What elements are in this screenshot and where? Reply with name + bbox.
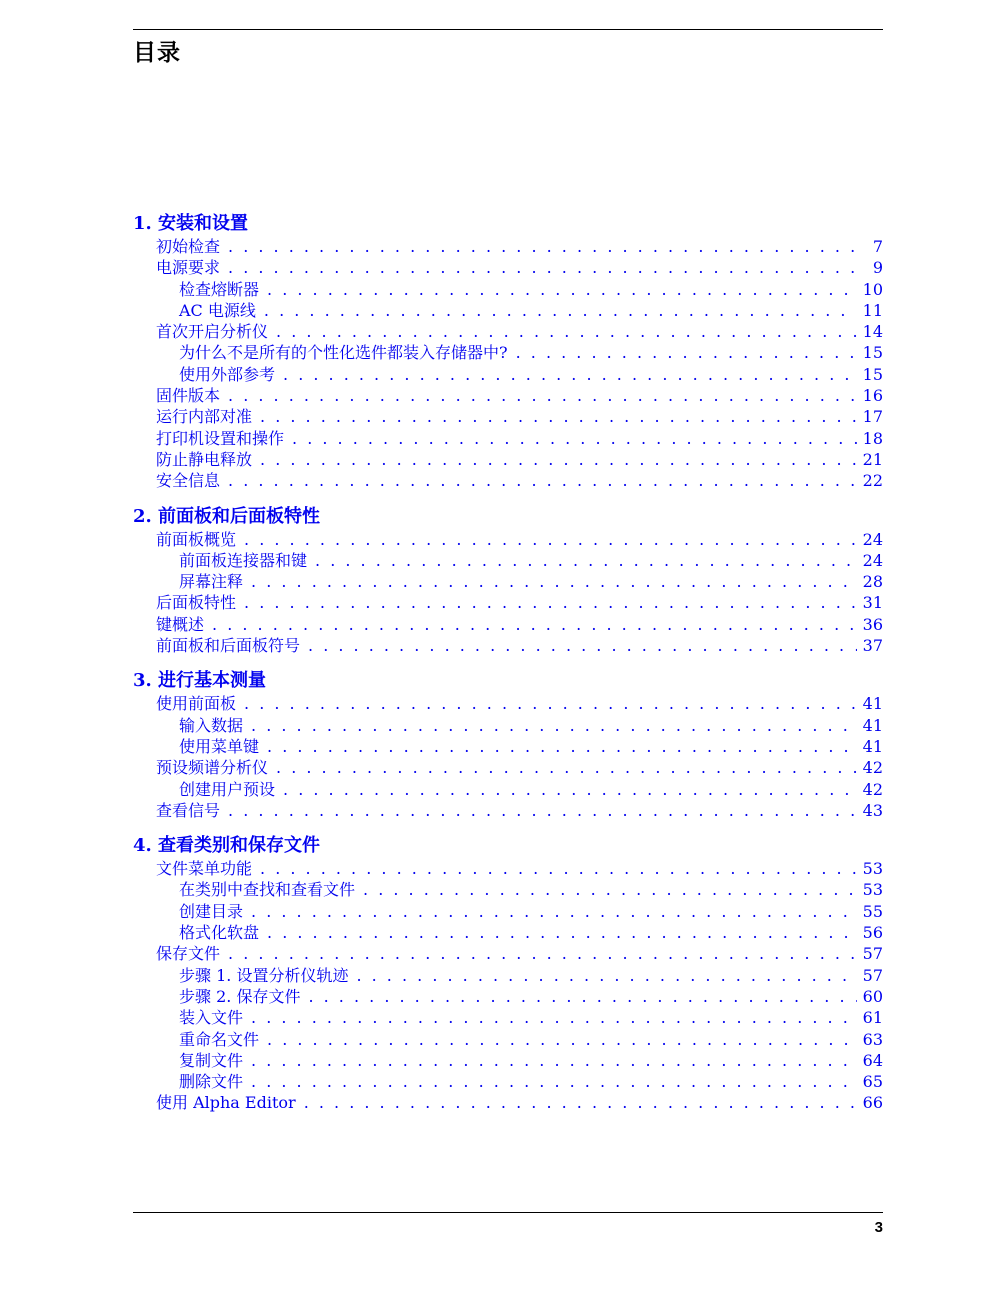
toc-entry-label: 后面板特性 [156,593,237,613]
toc-entry-label: 使用外部参考 [179,364,276,384]
toc-entry-page-number: 65 [862,1072,883,1092]
toc-entry-link[interactable] [133,943,883,964]
dot-leader [276,757,857,778]
toc-entry-link[interactable] [133,779,883,800]
dot-leader [244,592,857,613]
dot-leader [260,449,857,470]
dot-leader [228,800,857,821]
toc-entry-link[interactable] [133,693,883,714]
toc-entry-link[interactable] [133,858,883,879]
toc-entry-label: 打印机设置和操作 [156,428,285,448]
toc-entry-link[interactable] [133,236,883,257]
toc-entry-label: 使用前面板 [156,694,237,714]
toc-entry-label: 保存文件 [156,944,221,964]
page-number: 3 [874,1219,883,1236]
toc-entry-link[interactable] [133,449,883,470]
toc-entry-label: 创建目录 [179,901,244,921]
dot-leader [264,300,857,321]
toc-entry-label: 步骤 2. 保存文件 [179,986,301,1006]
toc-entry-page-number: 14 [862,322,883,342]
dot-leader [308,986,856,1007]
toc-entry-label: 初始检查 [156,237,221,256]
toc-entry-label: 固件版本 [156,386,221,406]
top-rule [133,29,883,30]
table-of-contents [133,211,883,1126]
page-title: 目录 [133,40,181,66]
toc-entry-label: 使用菜单键 [179,736,260,756]
toc-entry-page-number: 53 [862,880,883,900]
dot-leader [267,922,857,943]
toc-entry-label: 重命名文件 [179,1029,260,1049]
dot-leader [267,736,857,757]
toc-entry-link[interactable] [133,800,883,821]
toc-entry-label: 防止静电释放 [156,449,253,469]
toc-entry-link[interactable] [133,635,883,656]
toc-entry-page-number: 11 [862,300,883,320]
toc-entry-page-number: 24 [862,529,883,549]
toc-entry-page-number: 41 [862,694,883,714]
dot-leader [251,901,857,922]
toc-entry-page-number: 43 [862,800,883,820]
toc-entry-label: AC 电源线 [179,300,256,320]
toc-entry-label: 前面板概览 [156,529,237,549]
dot-leader [363,879,857,900]
toc-chapter [133,833,883,1114]
toc-entry-label: 首次开启分析仪 [156,322,269,342]
toc-entry-label: 装入文件 [179,1008,244,1028]
dot-leader [292,428,857,449]
toc-entry-page-number: 28 [862,572,883,592]
toc-entry-link[interactable] [133,279,883,300]
toc-entry-page-number: 31 [862,593,883,613]
toc-entry-link[interactable] [133,614,883,635]
toc-entry-page-number: 63 [862,1029,883,1049]
toc-entry-label: 屏幕注释 [179,572,244,592]
toc-entry-page-number: 16 [862,386,883,406]
toc-entry-page-number: 9 [872,258,883,278]
toc-entry-label: 为什么不是所有的个性化选件都装入存储器中? [179,343,508,363]
toc-entry-page-number: 41 [862,715,883,735]
dot-leader [283,364,857,385]
toc-entry-label: 前面板连接器和键 [179,550,308,570]
toc-entry-page-number: 55 [862,901,883,921]
dot-leader [260,858,857,879]
toc-entry-page-number: 61 [862,1008,883,1028]
dot-leader [308,635,857,656]
toc-entry-link[interactable] [133,715,883,736]
toc-entry-page-number: 7 [872,237,883,256]
toc-entry-label: 检查熔断器 [179,279,260,299]
dot-leader [228,470,857,491]
dot-leader [228,385,857,406]
dot-leader [283,779,857,800]
dot-leader [260,406,857,427]
toc-entry-page-number: 60 [862,986,883,1006]
toc-chapter [133,504,883,657]
dot-leader [228,943,857,964]
bottom-rule [133,1212,883,1213]
toc-entry-label: 复制文件 [179,1050,244,1070]
toc-entry-label: 电源要求 [156,258,221,278]
dot-leader [228,257,857,278]
toc-entry-link[interactable] [133,736,883,757]
toc-entry-page-number: 21 [862,449,883,469]
toc-entry-link[interactable] [133,428,883,449]
toc-entry-page-number: 57 [862,944,883,964]
toc-entry-link[interactable] [133,592,883,613]
dot-leader [267,279,857,300]
toc-entry-link[interactable] [133,342,883,363]
dot-leader [244,529,857,550]
toc-entry-page-number: 24 [862,550,883,570]
toc-entry-link[interactable] [133,922,883,943]
toc-entry-link[interactable] [133,364,883,385]
toc-entry-link[interactable] [133,1029,883,1050]
toc-entry-label: 查看信号 [156,800,221,820]
toc-entry-link[interactable] [133,965,883,986]
toc-entry-label: 前面板和后面板符号 [156,636,301,656]
toc-entry-link[interactable] [133,1071,883,1092]
toc-entry-link[interactable] [133,385,883,406]
toc-entry-page-number: 41 [862,736,883,756]
toc-entry-link[interactable] [133,1007,883,1028]
dot-leader [251,1071,857,1092]
toc-entry-label: 输入数据 [179,715,244,735]
toc-entry-link[interactable] [133,1050,883,1071]
toc-entry-page-number: 64 [862,1050,883,1070]
toc-entry-page-number: 42 [862,779,883,799]
toc-entry-page-number: 22 [862,471,883,491]
toc-entry-label: 删除文件 [179,1072,244,1092]
chapter-title-link[interactable]: 3. 进行基本测量 [133,670,267,692]
toc-chapter [133,211,883,492]
toc-entry-page-number: 66 [862,1093,883,1113]
toc-entry-label: 使用 Alpha Editor [156,1093,296,1113]
toc-entry-page-number: 37 [862,636,883,656]
toc-entry-link[interactable] [133,406,883,427]
toc-entry-link[interactable] [133,300,883,321]
toc-entry-link[interactable] [133,571,883,592]
toc-entry-label: 键概述 [156,614,205,634]
dot-leader [315,550,857,571]
dot-leader [251,1050,857,1071]
dot-leader [267,1029,857,1050]
toc-entry-link[interactable] [133,529,883,550]
chapter-title-link[interactable]: 2. 前面板和后面板特性 [133,505,321,527]
chapter-title-link[interactable]: 1. 安装和设置 [133,213,249,234]
toc-entry-link[interactable] [133,1092,883,1113]
dot-leader [251,1007,857,1028]
toc-entry-label: 在类别中查找和查看文件 [179,880,356,900]
toc-entry-page-number: 36 [862,614,883,634]
toc-entry-page-number: 17 [862,407,883,427]
toc-entry-link[interactable] [133,986,883,1007]
toc-entry-page-number: 15 [862,343,883,363]
toc-entry-label: 安全信息 [156,471,221,491]
dot-leader [251,571,857,592]
dot-leader [276,321,857,342]
toc-entry-link[interactable] [133,901,883,922]
toc-entry-link[interactable] [133,550,883,571]
toc-entry-label: 步骤 1. 设置分析仪轨迹 [179,965,349,985]
toc-entry-label: 创建用户预设 [179,779,276,799]
toc-entry-page-number: 18 [862,428,883,448]
dot-leader [304,1092,857,1113]
toc-entry-label: 文件菜单功能 [156,859,253,879]
toc-entry-label: 运行内部对准 [156,407,253,427]
toc-entry-page-number: 53 [862,859,883,879]
dot-leader [244,693,857,714]
toc-entry-page-number: 42 [862,758,883,778]
chapter-title-link[interactable]: 4. 查看类别和保存文件 [133,835,321,857]
dot-leader [212,614,857,635]
dot-leader [228,236,857,257]
toc-entry-link[interactable] [133,470,883,491]
toc-entry-label: 格式化软盘 [179,923,260,943]
dot-leader [356,965,856,986]
toc-entry-link[interactable] [133,257,883,278]
toc-entry-page-number: 15 [862,364,883,384]
toc-chapter [133,668,883,821]
dot-leader [516,342,857,363]
toc-entry-page-number: 10 [862,279,883,299]
dot-leader [251,715,857,736]
toc-entry-link[interactable] [133,321,883,342]
toc-entry-link[interactable] [133,879,883,900]
toc-entry-page-number: 56 [862,923,883,943]
toc-entry-label: 预设频谱分析仪 [156,758,269,778]
toc-entry-page-number: 57 [862,965,883,985]
toc-entry-link[interactable] [133,757,883,778]
